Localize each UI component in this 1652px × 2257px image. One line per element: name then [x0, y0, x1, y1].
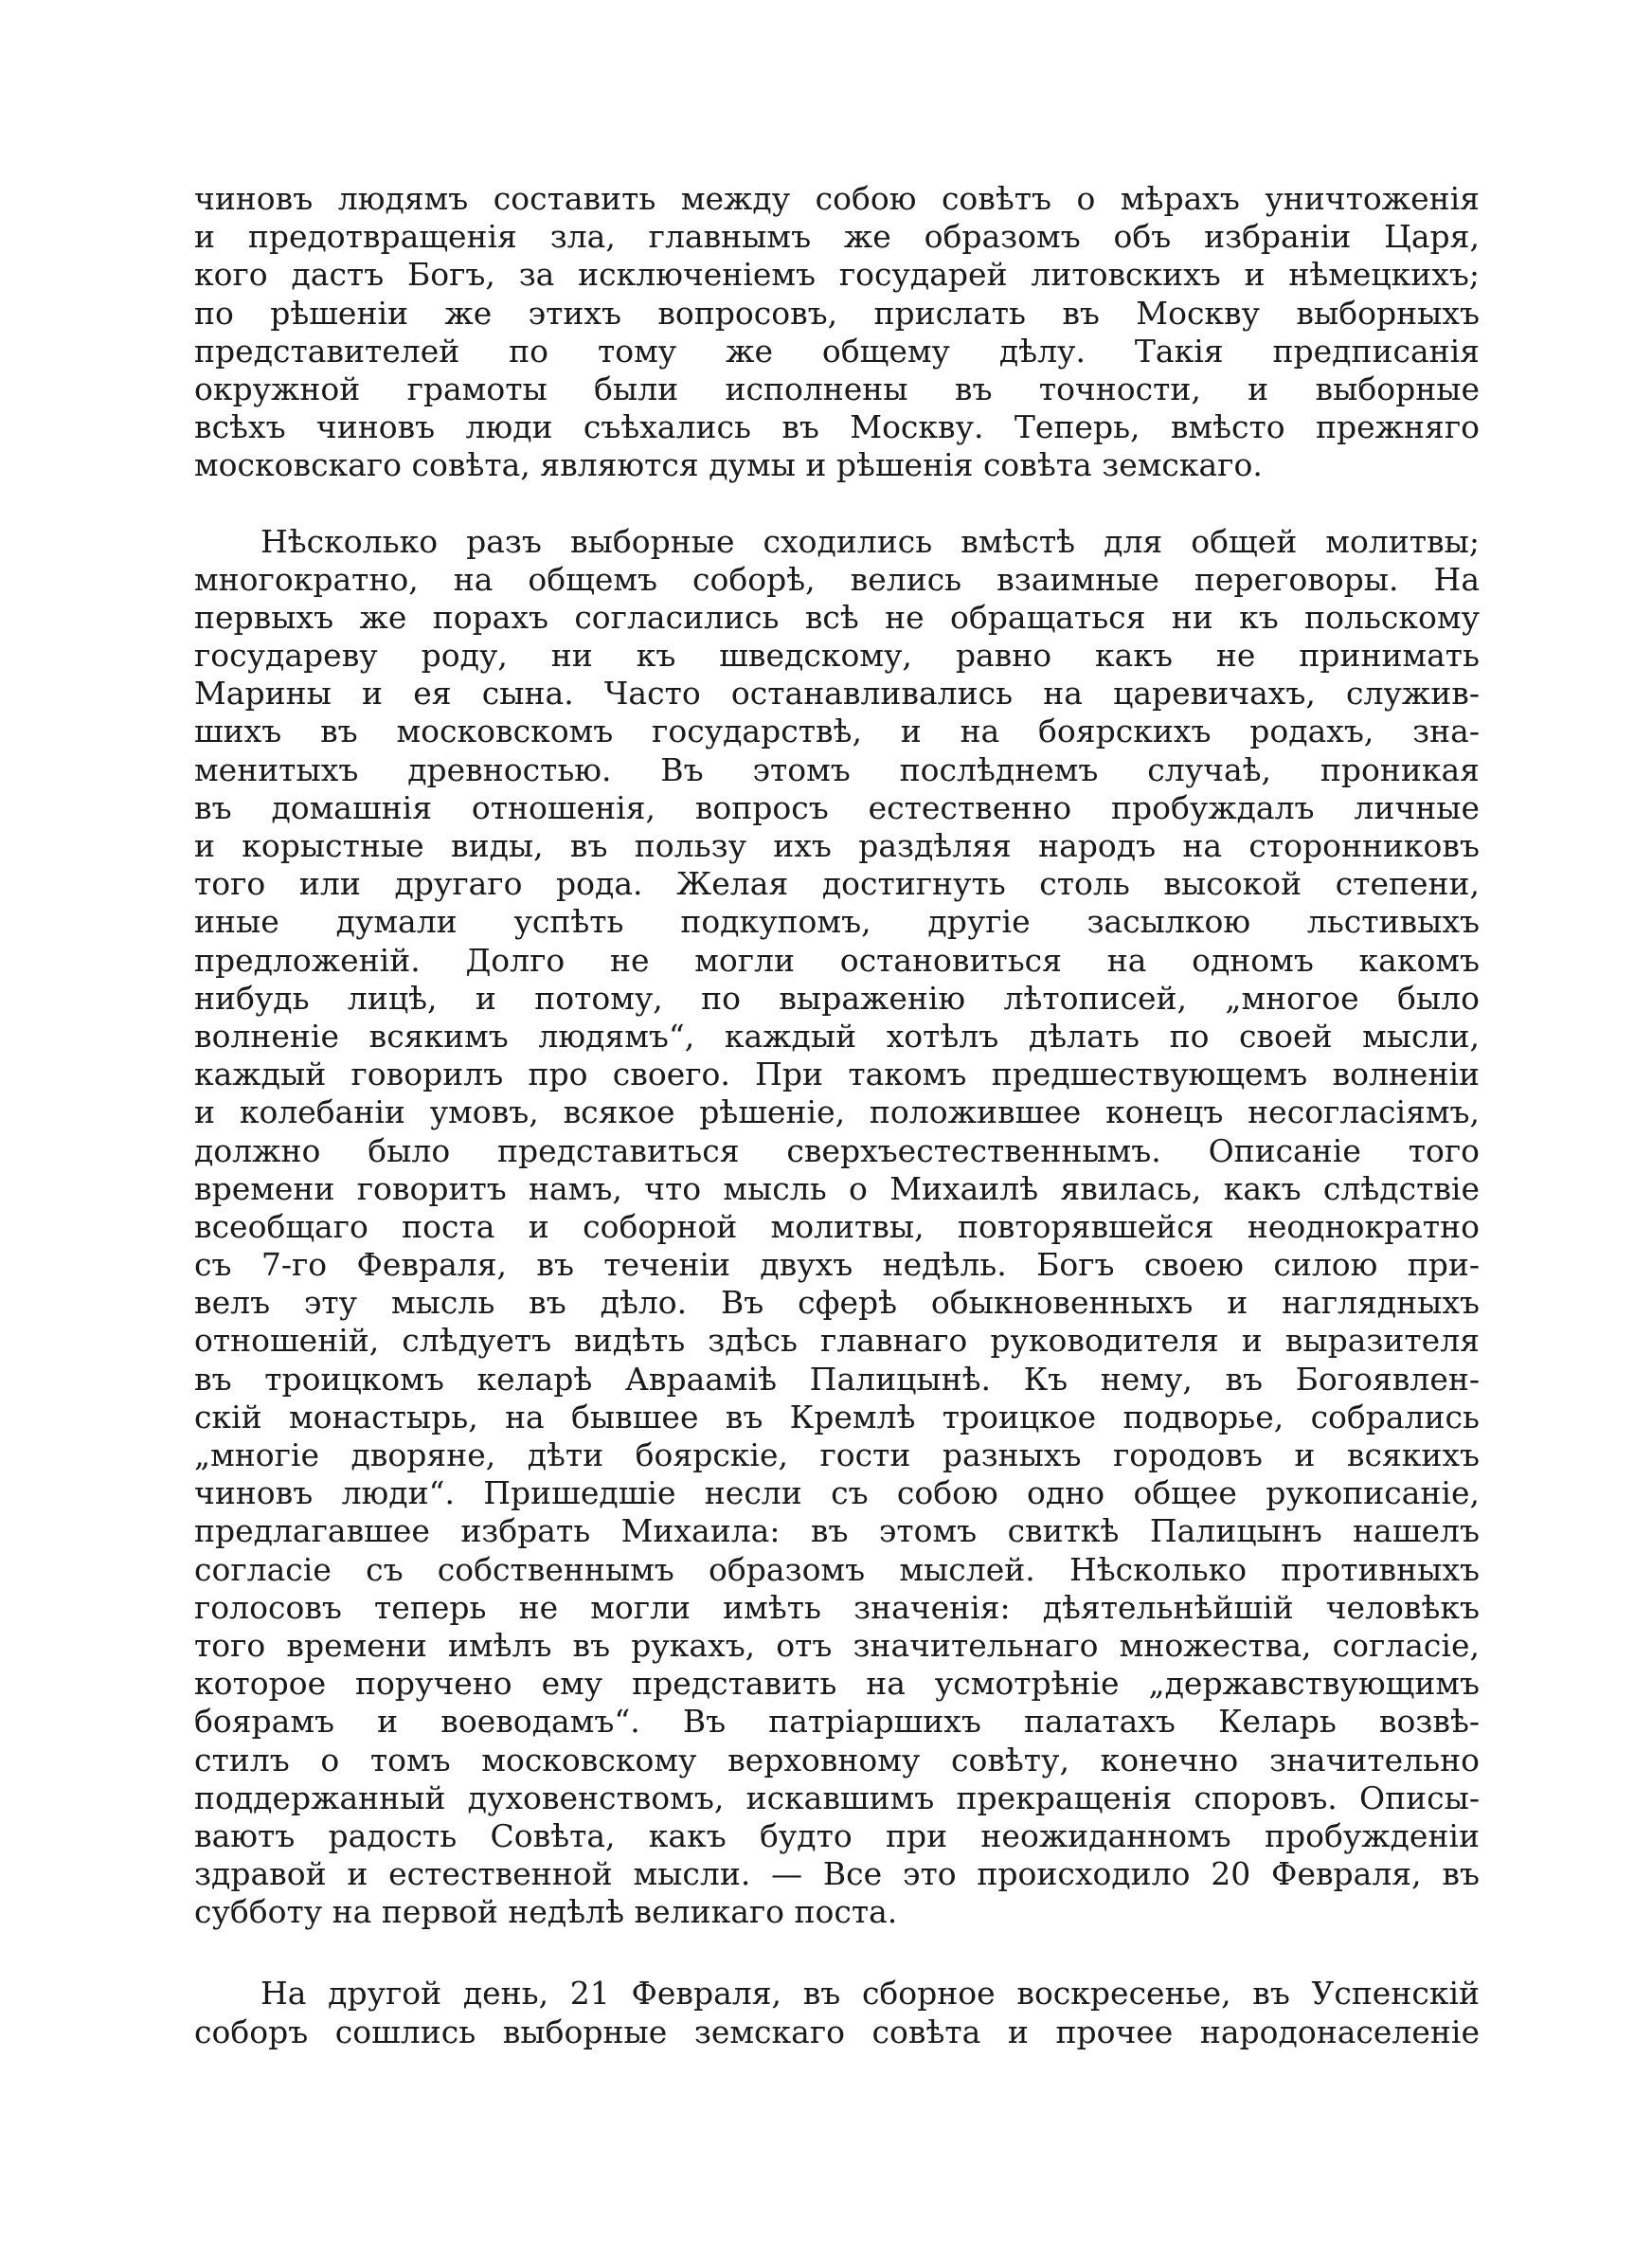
text-line: въ троицкомъ келарѣ Авраамiѣ Палицынѣ. Къ нему, въ Богоявлен-: [194, 1360, 1480, 1398]
text-line: должно было представиться сверхъестественнымъ. Описаніе того: [194, 1131, 1480, 1169]
text-line: и предотвращенія зла, главнымъ же образомъ объ избраніи Царя,: [194, 218, 1480, 256]
text-line: „многіе дворяне, дѣти боярскіе, гости разныхъ городовъ и всякихъ: [194, 1436, 1480, 1473]
text-line: поддержанный духовенствомъ, искавшимъ прекращенія споровъ. Описы-: [194, 1779, 1480, 1816]
text-line: которое поручено ему представить на усмотрѣніе „державствующимъ: [194, 1665, 1480, 1703]
text-line: иные думали успѣть подкупомъ, другіе засылкою льстивыхъ: [194, 903, 1480, 941]
text-line: ваютъ радость Совѣта, какъ будто при неожиданномъ пробужденіи: [194, 1816, 1480, 1854]
text-line: шихъ въ московскомъ государствѣ, и на боярскихъ родахъ, зна-: [194, 713, 1480, 750]
text-line: Нѣсколько разъ выборные сходились вмѣстѣ для общей молитвы;: [260, 522, 1480, 560]
text-line: здравой и естественной мысли. — Все это происходило 20 Февраля, въ: [194, 1855, 1480, 1893]
text-line: первыхъ же порахъ согласились всѣ не обращаться ни къ польскому: [194, 598, 1480, 636]
text-line: субботу на первой недѣлѣ великаго поста.: [194, 1893, 898, 1931]
text-line: многократно, на общемъ соборѣ, велись взаимные переговоры. На: [194, 560, 1480, 598]
text-line: въ домашнія отношенія, вопросъ естественно пробуждалъ личные: [194, 788, 1480, 826]
text-line: боярамъ и воеводамъ“. Въ патріаршихъ палатахъ Келарь возвѣ-: [194, 1703, 1480, 1741]
text-line: отношеній, слѣдуетъ видѣть здѣсь главнаго руководителя и выразителя: [194, 1322, 1480, 1360]
text-line: кого дастъ Богъ, за исключеніемъ государей литовскихъ и нѣмецкихъ;: [194, 256, 1480, 294]
text-line: того или другаго рода. Желая достигнуть столь высокой степени,: [194, 865, 1480, 903]
text-line: представителей по тому же общему дѣлу. Такія предписанія: [194, 332, 1480, 370]
text-line: менитыхъ древностью. Въ этомъ послѣднемъ случаѣ, проникая: [194, 750, 1480, 788]
text-line: На другой день, 21 Февраля, въ сборное воскресенье, въ Успенскій: [260, 1975, 1480, 2013]
text-line: каждый говорилъ про своего. При такомъ предшествующемъ волненіи: [194, 1056, 1480, 1093]
text-line: голосовъ теперь не могли имѣть значенія: дѣятельнѣйшій человѣкъ: [194, 1588, 1480, 1626]
text-line: Марины и ея сына. Часто останавливались на царевичахъ, служив-: [194, 675, 1480, 713]
text-line: нибудь лицѣ, и потому, по выраженію лѣтописей, „многое было: [194, 979, 1480, 1017]
paragraph-1: [194, 180, 1480, 485]
text-line: того времени имѣлъ въ рукахъ, отъ значительнаго множества, согласіе,: [194, 1626, 1480, 1664]
text-line: государеву роду, ни къ шведскому, равно какъ не принимать: [194, 637, 1480, 675]
text-line: московскаго совѣта, являются думы и рѣшенія совѣта земскаго.: [194, 446, 1263, 484]
text-line: согласіе съ собственнымъ образомъ мыслей. Нѣсколько противныхъ: [194, 1550, 1480, 1588]
text-line: времени говоритъ намъ, что мысль о Михаилѣ явилась, какъ слѣдствіе: [194, 1169, 1480, 1207]
body-text: [194, 180, 1480, 2051]
text-line: стилъ о томъ московскому верховному совѣту, конечно значительно: [194, 1741, 1480, 1779]
text-line: и колебаніи умовъ, всякое рѣшеніе, положившее конецъ несогласіямъ,: [194, 1093, 1480, 1131]
text-line: скій монастырь, на бывшее въ Кремлѣ троицкое подворье, собрались: [194, 1398, 1480, 1435]
text-line: чиновъ люди“. Пришедшіе несли съ собою одно общее рукописаніе,: [194, 1474, 1480, 1512]
text-line: всеобщаго поста и соборной молитвы, повторявшейся неоднократно: [194, 1207, 1480, 1245]
text-line: и корыстные виды, въ пользу ихъ раздѣляя народъ на сторонниковъ: [194, 827, 1480, 864]
text-line: чиновъ людямъ составить между собою совѣтъ о мѣрахъ уничтоженія: [194, 180, 1480, 217]
text-line: всѣхъ чиновъ люди съѣхались въ Москву. Теперь, вмѣсто прежняго: [194, 408, 1480, 446]
text-line: волненіе всякимъ людямъ“, каждый хотѣлъ дѣлать по своей мысли,: [194, 1017, 1480, 1055]
text-line: соборъ сошлись выборные земскаго совѣта и прочее народонаселеніе: [194, 2013, 1480, 2050]
text-line: предлагавшее избрать Михаила: въ этомъ свиткѣ Палицынъ нашелъ: [194, 1512, 1480, 1550]
text-line: съ 7-го Февраля, въ теченіи двухъ недѣль. Богъ своею силою при-: [194, 1246, 1480, 1284]
text-line: окружной грамоты были исполнены въ точности, и выборные: [194, 370, 1480, 407]
text-line: по рѣшеніи же этихъ вопросовъ, прислать въ Москву выборныхъ: [194, 294, 1480, 332]
paragraph-3: [194, 1975, 1480, 2050]
paragraph-2: [194, 523, 1480, 1932]
text-line: велъ эту мысль въ дѣло. Въ сферѣ обыкновенныхъ и наглядныхъ: [194, 1284, 1480, 1322]
text-line: предложеній. Долго не могли остановиться на одномъ какомъ: [194, 941, 1480, 979]
